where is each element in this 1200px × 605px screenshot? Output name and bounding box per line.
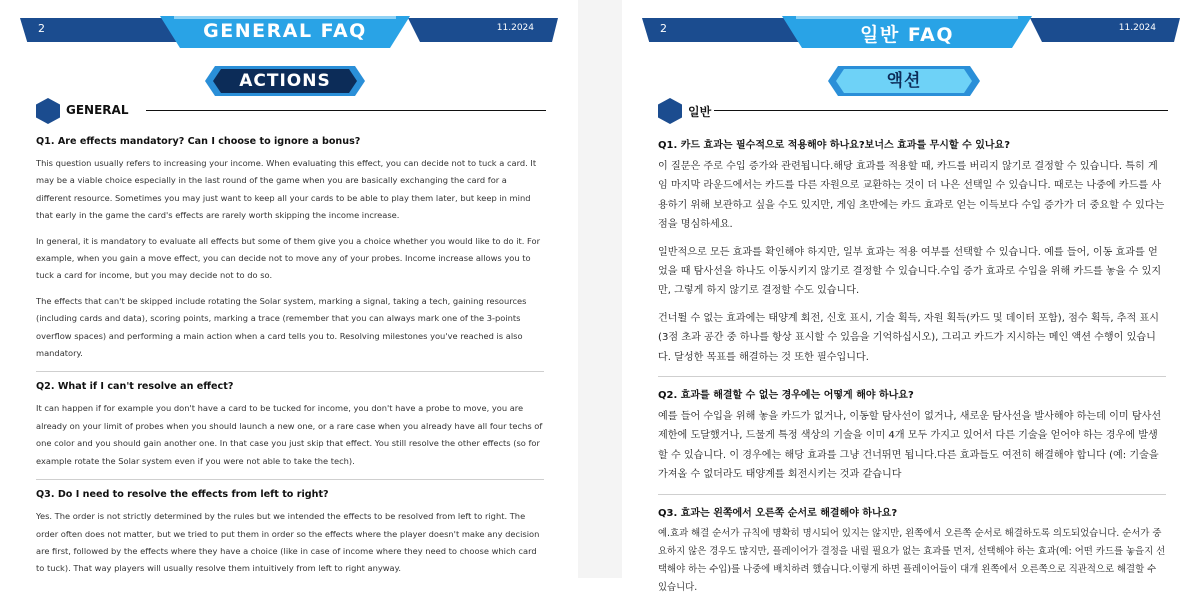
edition-date: 11.2024 (496, 23, 534, 33)
section-heading (36, 98, 546, 124)
faq-content (36, 132, 544, 586)
hexagon-icon (658, 98, 682, 124)
question-3: Q3. Do I need to resolve the effects from left to right? (36, 489, 329, 501)
hexagon-icon (36, 98, 60, 124)
faq-content (658, 132, 1166, 605)
separator (36, 479, 544, 480)
page-number: 2 (38, 22, 45, 35)
english-page (0, 0, 578, 578)
korean-page (622, 0, 1200, 593)
question-1: Q1. Are effects mandatory? Can I choose to ignore a bonus? (36, 136, 361, 147)
answer-paragraph: In general, it is mandatory to evaluate all effects but some of them give you a choice whether you would like to do it. For example, when you gain a move effect, you can decide not to move any of your probes. Income increase allows you to tuck a card for income, but you may decide not to do so. (36, 235, 540, 281)
page-gutter (578, 0, 622, 578)
page-number: 2 (660, 22, 667, 35)
divider (146, 110, 546, 111)
answer-paragraph: 건너뛸 수 없는 효과에는 태양계 회전, 신호 표시, 기술 획득, 자원 획득(카드 및 데이터 포함), 점수 획득, 추적 표시(3점 초과 공간 중 하나를 항상 표시할 수 있음을 기억하십시오), 그리고 카드가 지시하는 메인 액션 수행이 있습니다. 달성한 목표를 해결하는 것 또한 필수입니다. (658, 312, 1159, 363)
answer-paragraph: It can happen if for example you don't have a card to be tucked for income, you don't have a probe to move, you are already on your limit of probes when you should launch a new one, or a rare case when you already have all four techs of one color and you should gain another one. In that case you just skip that effect. You still resolve the other effects (so for example rotate the Solar system even if you were not able to take the tech). (36, 403, 543, 466)
answer-paragraph: 일반적으로 모든 효과를 확인해야 하지만, 일부 효과는 적용 여부를 선택할 수 있습니다. 예를 들어, 이동 효과를 얻었을 때 탐사선을 하나도 이동시키지 않기로 결정할 수 있습니다.수입 증가 효과로 수입을 위해 카드를 놓을 수 있지만, 그렇게 하지 않기로 결정할 수도 있습니다. (658, 246, 1162, 297)
header-right-band (408, 18, 558, 42)
actions-banner (205, 66, 365, 96)
section-label: GENERAL (66, 103, 129, 117)
answer-paragraph: The effects that can't be skipped include rotating the Solar system, marking a signal, taking a tech, gaining resources (including cards and data), scoring points, marking a trace (remember that you can always mark one of the 3-points overflow spaces) and performing a main action when a card tells you to. Resolving milestones you've reached is also mandatory. (36, 295, 527, 359)
page-title: GENERAL FAQ (203, 20, 367, 42)
edition-date: 11.2024 (1118, 23, 1156, 33)
answer-paragraph: 예.효과 해결 순서가 규칙에 명확히 명시되어 있지는 않지만, 왼쪽에서 오른쪽 순서로 해결하도록 의도되었습니다. 순서가 중요하지 않은 경우도 많지만, 플레이어가 결정을 내릴 필요가 없는 효과를 먼저, 선택해야 하는 효과(예: 어떤 카드를 놓을지 선택해야 하는 수입)를 나중에 배치하려 했습니다.이렇게 하면 플레이어들이 대개 왼쪽에서 오른쪽으로 직관적으로 해결할 수 있습니다. (658, 527, 1166, 593)
header-right-band (1030, 18, 1180, 42)
page-header (0, 16, 578, 48)
banner-label: ACTIONS (239, 71, 331, 91)
answer-paragraph: 이 질문은 주로 수입 증가와 관련됩니다.해당 효과를 적용할 때, 카드를 버리지 않기로 결정할 수 있습니다. 특히 게임 마지막 라운드에서는 카드를 다른 자원으로 교환하는 것이 더 나은 선택일 수 있습니다. 때로는 나중에 카드를 사용하기 위해 보관하고 싶을 수도 있지만, 게임 초반에는 카드 효과로 얻는 이득보다 수입 증가가 더 중요할 수 있다는 점을 명심하세요. (658, 161, 1165, 231)
separator (658, 494, 1166, 495)
question-1: Q1. 카드 효과는 필수적으로 적용해야 하나요?보너스 효과를 무시할 수 있나요? (658, 140, 1010, 151)
divider (714, 110, 1168, 111)
separator (36, 371, 544, 372)
actions-banner (828, 66, 980, 96)
question-2: Q2. 효과를 해결할 수 없는 경우에는 어떻게 해야 하나요? (658, 390, 914, 402)
answer-paragraph: Yes. The order is not strictly determined by the rules but we intended the effects to be resolved from left to right. The order often does not matter, but we tried to put them in order so the effects where the player doesn't make any decision are first, followed by the effects where they have a choice (like in case of income where they need to choose which card to tuck). That way players will usually resolve them intuitively from left to right anyway. (36, 511, 540, 574)
answer-paragraph: This question usually refers to increasing your income. When evaluating this effect, you can decide not to tuck a card. It may be a viable choice especially in the last round of the game when you are basically exchanging the card for a different resource. Sometimes you may just want to keep all your cards to be able to play them later, but keep in mind that early in the game the card's effects are rarely worth skipping the income increase. (36, 158, 537, 221)
section-label: 일반 (688, 105, 712, 119)
question-2: Q2. What if I can't resolve an effect? (36, 381, 234, 393)
answer-paragraph: 예를 들어 수입을 위해 놓을 카드가 없거나, 이동할 탐사선이 없거나, 새로운 탐사선을 발사해야 하는데 이미 탐사선 제한에 도달했거나, 드물게 특정 색상의 기술을 이미 4개 모두 가지고 있어서 다른 기술을 얻어야 하는 경우에 발생할 수 있습니다. 이 경우에는 해당 효과를 그냥 건너뛰면 됩니다.다른 효과들도 여전히 해결해야 합니다 (예: 기술을 가져올 수 없더라도 태양계를 회전시키는 것과 같습니다 (658, 411, 1162, 481)
page-title: 일반 FAQ (860, 24, 954, 46)
question-3: Q3. 효과는 왼쪽에서 오른쪽 순서로 해결해야 하나요? (658, 507, 898, 519)
banner-label: 액션 (886, 71, 922, 91)
section-heading (658, 98, 1168, 124)
separator (658, 376, 1166, 377)
page-header (622, 16, 1200, 48)
